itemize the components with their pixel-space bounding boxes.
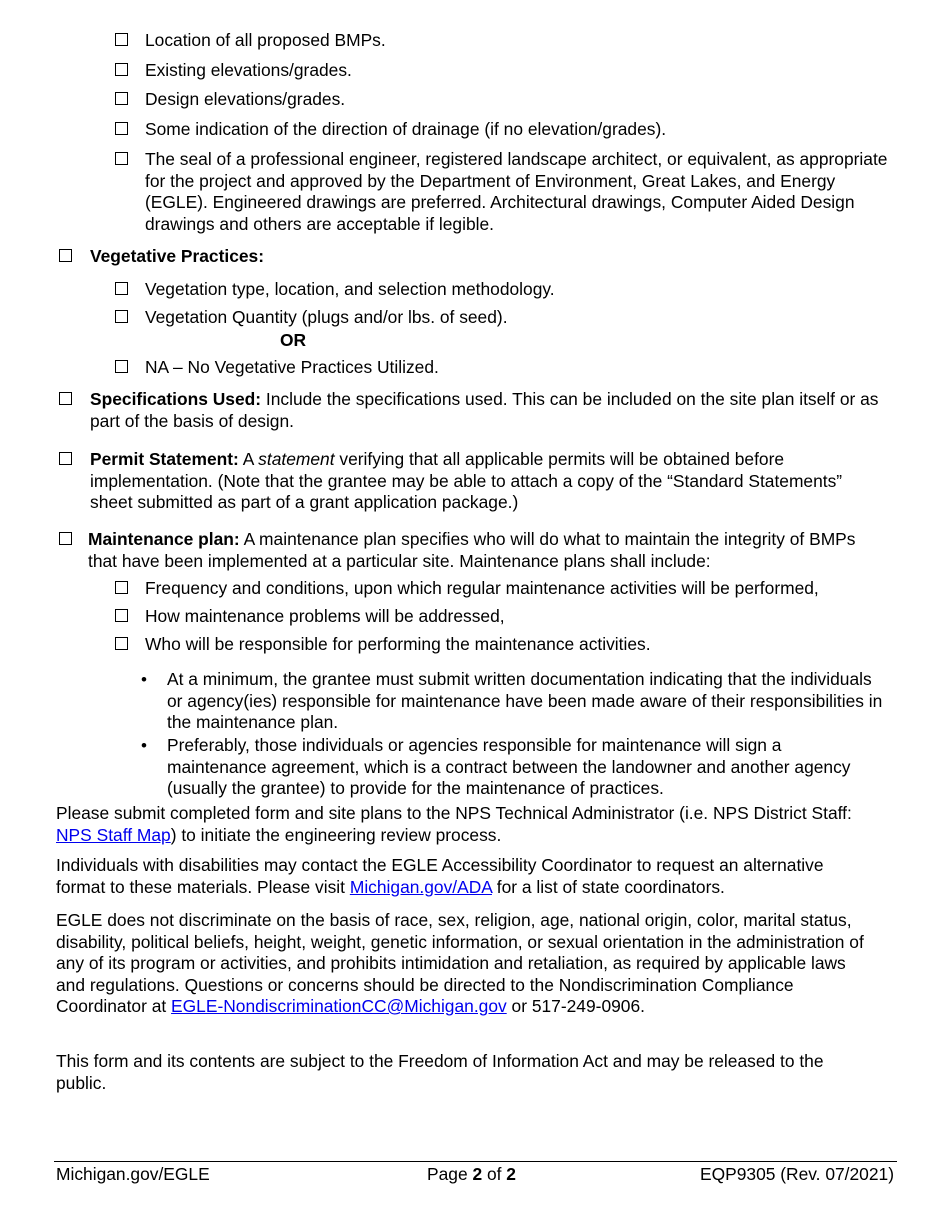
checkbox[interactable]	[115, 33, 128, 46]
footer-page-number	[427, 1164, 516, 1186]
checklist-item-label: Vegetation type, location, and selection methodology.	[145, 279, 555, 299]
checklist-item-drainage-direction	[115, 119, 905, 141]
section-body-pre: A	[238, 449, 259, 469]
section-maintenance-plan	[59, 529, 894, 572]
checklist-item-bmp-locations	[115, 30, 905, 52]
checklist-item-label: Who will be responsible for performing the maintenance activities.	[145, 634, 651, 654]
checkbox[interactable]	[59, 249, 72, 262]
checklist-item-label: NA – No Vegetative Practices Utilized.	[145, 357, 439, 377]
nps-staff-map-link[interactable]: NPS Staff Map	[56, 824, 171, 845]
section-body: Include the specifications used. This can be included on the site plan itself or as part of the basis of design.	[90, 389, 879, 431]
footer-left: Michigan.gov/EGLE	[56, 1164, 210, 1184]
checkbox[interactable]	[115, 92, 128, 105]
section-body-italic: statement	[258, 449, 335, 469]
section-body: A maintenance plan specifies who will do what to maintain the integrity of BMPs that have been implemented at a particular site. Maintenance plans shall include:	[88, 529, 856, 571]
bullet-item-written-documentation: At a minimum, the grantee must submit written documentation indicating that the individuals or agency(ies) responsible for maintenance have been made aware of their responsibilities in the maintenance plan.	[167, 669, 883, 732]
checkbox[interactable]	[115, 282, 128, 295]
michigan-ada-link[interactable]: Michigan.gov/ADA	[349, 876, 492, 897]
section-text	[90, 389, 890, 432]
nondiscrimination-text-end: or 517-249-0906.	[506, 996, 645, 1016]
of-word: of	[482, 1164, 507, 1184]
submit-text-end: ) to initiate the engineering review process.	[170, 824, 502, 845]
checklist-item-responsible	[115, 634, 905, 656]
section-permit-statement	[59, 449, 894, 514]
checklist-item-na-vegetative	[115, 357, 905, 379]
checklist-item-vegetation-quantity	[115, 307, 905, 329]
section-text	[90, 449, 850, 514]
checkbox[interactable]	[59, 452, 72, 465]
foia-paragraph: This form and its contents are subject to the Freedom of Information Act and may be released to the public.	[56, 1051, 824, 1093]
checkbox[interactable]	[115, 581, 128, 594]
checklist-item-professional-seal	[115, 149, 900, 235]
page-current: 2	[472, 1164, 483, 1184]
section-heading: Specifications Used:	[90, 389, 262, 409]
checklist-item-design-elevations	[115, 89, 905, 111]
checklist-item-label: Some indication of the direction of drainage (if no elevation/grades).	[145, 119, 667, 139]
section-text	[88, 529, 878, 572]
checklist-item-label: The seal of a professional engineer, registered landscape architect, or equivalent, as appropriate for the project and approved by the Department of Environment, Great Lakes, and Energy (EGLE). Engineered drawings are preferred. Architectural drawings, Computer Aided Design drawings and others are acceptable if legible.	[145, 149, 888, 234]
section-heading: Permit Statement:	[90, 449, 239, 469]
page-word: Page	[427, 1164, 473, 1184]
checkbox[interactable]	[115, 63, 128, 76]
footer-divider	[54, 1161, 897, 1162]
submit-text: Please submit completed form and site plans to the NPS Technical Administrator (i.e. NPS District Staff:	[56, 803, 852, 823]
checkbox[interactable]	[115, 122, 128, 135]
nondiscrimination-paragraph	[56, 910, 871, 1018]
checkbox[interactable]	[115, 152, 128, 165]
footer-right: EQP9305 (Rev. 07/2021)	[700, 1164, 894, 1184]
checklist-item-problems	[115, 606, 905, 628]
bullet-icon: •	[141, 736, 147, 755]
checklist-item-frequency	[115, 578, 905, 600]
checklist-item-label: Design elevations/grades.	[145, 89, 346, 109]
checkbox[interactable]	[59, 532, 72, 545]
checkbox[interactable]	[115, 360, 128, 373]
checkbox[interactable]	[115, 310, 128, 323]
section-vegetative-practices	[59, 246, 879, 268]
checklist-item-label: Location of all proposed BMPs.	[145, 30, 386, 50]
checkbox[interactable]	[115, 637, 128, 650]
page-total: 2	[506, 1164, 516, 1184]
section-heading: Vegetative Practices:	[90, 246, 265, 266]
accessibility-text-end: for a list of state coordinators.	[491, 876, 725, 897]
bullet-icon: •	[141, 670, 147, 689]
or-separator: OR	[280, 330, 307, 350]
checklist-item-label: Vegetation Quantity (plugs and/or lbs. of seed).	[145, 307, 508, 327]
accessibility-paragraph	[56, 855, 876, 898]
accessibility-text: Individuals with disabilities may contact the EGLE Accessibility Coordinator to request an alternative format to these materials. Please visit	[56, 855, 824, 897]
section-specifications-used	[59, 389, 894, 432]
checklist-item-label: Existing elevations/grades.	[145, 60, 352, 80]
checklist-item-existing-elevations	[115, 60, 905, 82]
bullet-item-maintenance-agreement: Preferably, those individuals or agencies responsible for maintenance will sign a maintenance agreement, which is a contract between the landowner and another agency (usually the grantee) to provide for the maintenance of practices.	[167, 735, 851, 798]
checklist-item-label: How maintenance problems will be addressed,	[145, 606, 505, 626]
checklist-item-label: Frequency and conditions, upon which regular maintenance activities will be performed,	[145, 578, 819, 598]
nondiscrimination-text: EGLE does not discriminate on the basis of race, sex, religion, age, national origin, color, marital status, disability, political beliefs, height, weight, genetic information, or sexual orientation in the administration of any of its program or activities, and prohibits intimidation and retaliation, as required by applicable laws and regulations. Questions or concerns should be directed to the Nondiscrimination Compliance Coordinator at	[56, 910, 864, 1016]
section-heading: Maintenance plan:	[88, 529, 240, 549]
checklist-item-vegetation-type	[115, 279, 905, 301]
checkbox[interactable]	[115, 609, 128, 622]
checkbox[interactable]	[59, 392, 72, 405]
section-body: verifying that all applicable permits will be obtained before implementation. (Note that the grantee may be able to attach a copy of the “Standard Statements” sheet submitted as part of a grant application package.)	[90, 449, 843, 512]
nondiscrimination-email-link[interactable]: EGLE-NondiscriminationCC@Michigan.gov	[171, 996, 507, 1016]
submit-paragraph	[56, 803, 876, 846]
